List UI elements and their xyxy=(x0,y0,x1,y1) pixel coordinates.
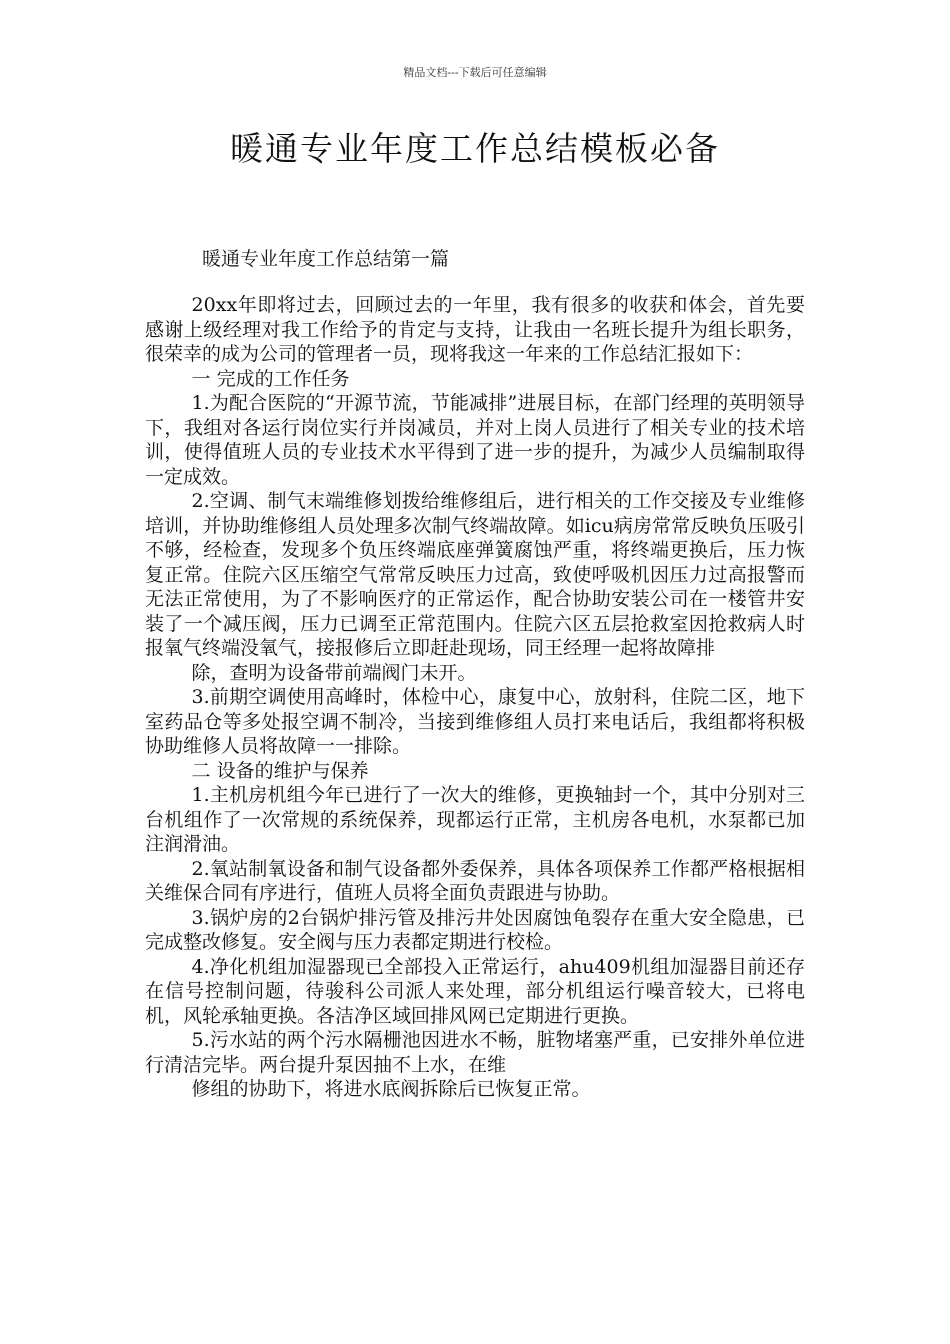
paragraph-maintenance-4: 4.净化机组加湿器现已全部投入正常运行，ahu409机组加湿器目前还存在信号控制问题，待骏科公司派人来处理，部分机组运行噪音较大，已将电机，风轮承轴更换。各洁净区域回排风网已定期进行更换。 xyxy=(145,955,805,1027)
paragraph-intro: 20xx年即将过去，回顾过去的一年里，我有很多的收获和体会，首先要感谢上级经理对我工作给予的肯定与支持，让我由一名班长提升为组长职务，很荣幸的成为公司的管理者一员，现将我这一年来的工作总结汇报如下： xyxy=(145,294,805,365)
paragraph-maintenance-1: 1.主机房机组今年已进行了一次大的维修，更换轴封一个，其中分别对三台机组作了一次常规的系统保养，现都运行正常，主机房各电机，水泵都已加注润滑油。 xyxy=(145,784,805,855)
subheading-tasks: 一 完成的工作任务 xyxy=(191,367,350,390)
paragraph-maintenance-2: 2.氧站制氧设备和制气设备都外委保养，具体各项保养工作都严格根据相关维保合同有序进行，值班人员将全面负责跟进与协助。 xyxy=(145,857,805,904)
paragraph-task-1: 1.为配合医院的“开源节流，节能减排”进展目标，在部门经理的英明领导下，我组对各运行岗位实行并岗减员，并对上岗人员进行了相关专业的技术培训，使得值班人员的专业技术水平得到了进一步的提升，为减少人员编制取得一定成效。 xyxy=(145,392,805,488)
paragraph-task-2-continued: 除，查明为设备带前端阀门未开。 xyxy=(191,661,477,684)
paragraph-maintenance-5: 5.污水站的两个污水隔栅池因进水不畅，脏物堵塞严重，已安排外单位进行清洁完毕。两台提升泵因抽不上水，在维 xyxy=(145,1029,805,1076)
paragraph-task-3: 3.前期空调使用高峰时，体检中心，康复中心，放射科，住院二区，地下室药品仓等多处报空调不制冷，当接到维修组人员打来电话后，我组都将积极协助维修人员将故障一一排除。 xyxy=(145,686,805,757)
paragraph-maintenance-3: 3.锅炉房的2台锅炉排污管及排污井处因腐蚀龟裂存在重大安全隐患，已完成整改修复。安全阀与压力表都定期进行校检。 xyxy=(145,906,805,953)
page-header-note: 精品文档---下载后可任意编辑 xyxy=(403,66,547,79)
document-body xyxy=(145,293,805,1102)
paragraph-maintenance-5-continued: 修组的协助下，将进水底阀拆除后已恢复正常。 xyxy=(191,1078,591,1100)
paragraph-task-2: 2.空调、制气末端维修划拨给维修组后，进行相关的工作交接及专业维修培训，并协助维修组人员处理多次制气终端故障。如icu病房常常反映负压吸引不够，经检查，发现多个负压终端底座弹簧腐蚀严重，将终端更换后，压力恢复正常。住院六区压缩空气常常反映压力过高，致使呼吸机因压力过高报警而无法正常使用，为了不影响医疗的正常运作，配合协助安装公司在一楼管井安装了一个减压阀，压力已调至正常范围内。住院六区五层抢救室因抢救病人时报氧气终端没氧气，接报修后立即赶赴现场，同王经理一起将故障排 xyxy=(145,490,805,659)
section-heading: 暖通专业年度工作总结第一篇 xyxy=(202,248,450,270)
document-title: 暖通专业年度工作总结模板必备 xyxy=(230,129,720,168)
subheading-maintenance: 二 设备的维护与保养 xyxy=(191,759,369,782)
